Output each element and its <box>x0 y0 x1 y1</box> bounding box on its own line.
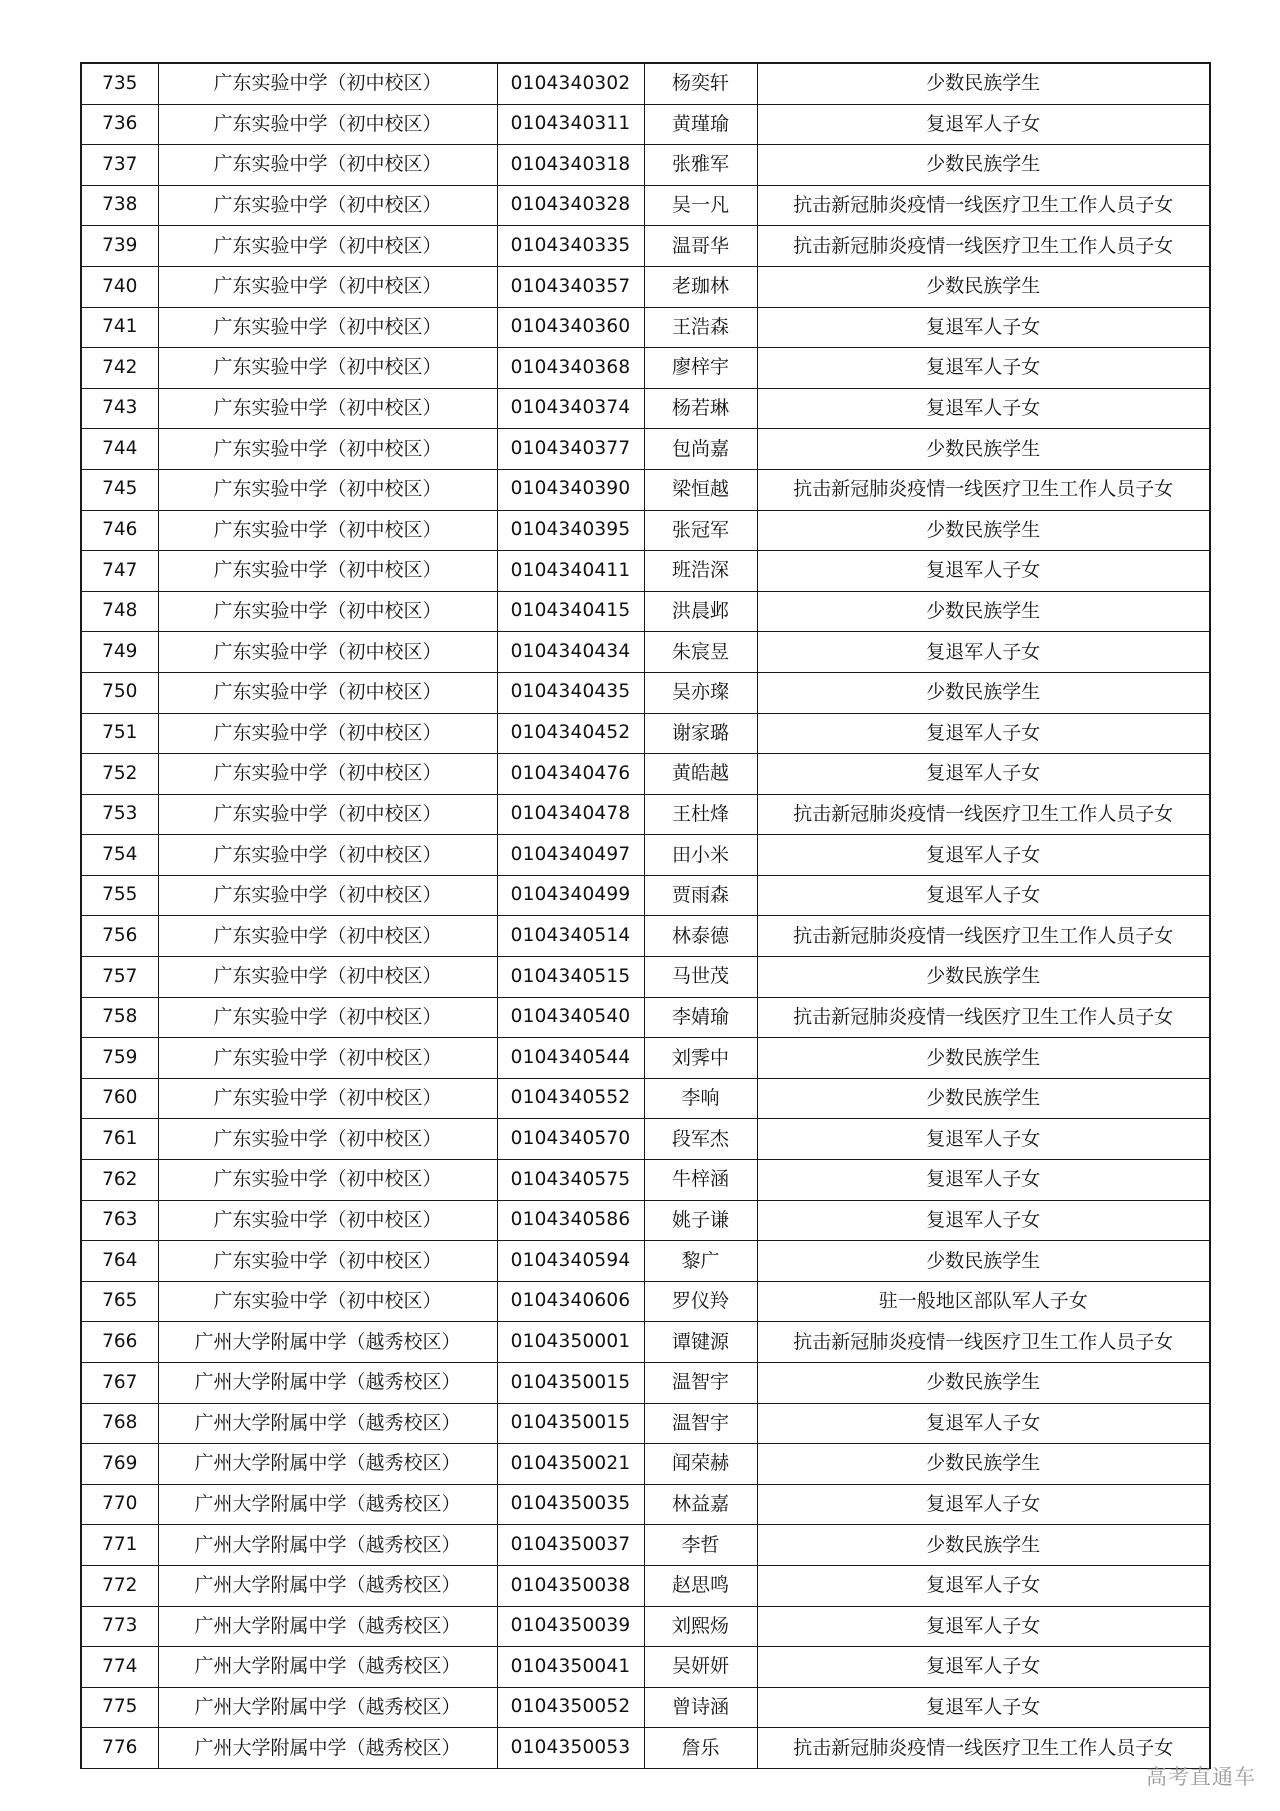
cell-category: 少数民族学生 <box>757 591 1210 632</box>
cell-student-name: 林益嘉 <box>644 1484 757 1525</box>
table-row <box>81 1078 1210 1119</box>
cell-student-name: 赵思鸣 <box>644 1565 757 1606</box>
cell-seq: 746 <box>81 510 158 551</box>
table-row <box>81 1484 1210 1525</box>
cell-school: 广东实验中学（初中校区） <box>158 388 497 429</box>
cell-school: 广东实验中学（初中校区） <box>158 916 497 957</box>
cell-student-name: 马世茂 <box>644 957 757 998</box>
cell-seq: 750 <box>81 672 158 713</box>
cell-school: 广州大学附属中学（越秀校区） <box>158 1728 497 1769</box>
cell-student-name: 吴一凡 <box>644 185 757 226</box>
table-row <box>81 185 1210 226</box>
cell-category: 复退军人子女 <box>757 307 1210 348</box>
cell-seq: 772 <box>81 1565 158 1606</box>
cell-category: 复退军人子女 <box>757 104 1210 145</box>
table-row <box>81 307 1210 348</box>
cell-category: 少数民族学生 <box>757 1241 1210 1282</box>
cell-school: 广东实验中学（初中校区） <box>158 1160 497 1201</box>
cell-seq: 776 <box>81 1728 158 1769</box>
cell-category: 复退军人子女 <box>757 1484 1210 1525</box>
cell-student-name: 杨若琳 <box>644 388 757 429</box>
table-row <box>81 591 1210 632</box>
cell-seq: 759 <box>81 1038 158 1079</box>
cell-student-name: 李哲 <box>644 1525 757 1566</box>
cell-exam-id: 0104340302 <box>497 63 644 104</box>
cell-exam-id: 0104340540 <box>497 997 644 1038</box>
cell-category: 复退军人子女 <box>757 1160 1210 1201</box>
cell-student-name: 吴亦璨 <box>644 672 757 713</box>
table-row <box>81 1403 1210 1444</box>
cell-exam-id: 0104340515 <box>497 957 644 998</box>
cell-exam-id: 0104340594 <box>497 1241 644 1282</box>
cell-exam-id: 0104340374 <box>497 388 644 429</box>
cell-seq: 739 <box>81 226 158 267</box>
cell-student-name: 刘熙炀 <box>644 1606 757 1647</box>
cell-seq: 765 <box>81 1281 158 1322</box>
cell-category: 少数民族学生 <box>757 1078 1210 1119</box>
cell-category: 复退军人子女 <box>757 713 1210 754</box>
cell-student-name: 贾雨森 <box>644 875 757 916</box>
cell-category: 少数民族学生 <box>757 429 1210 470</box>
cell-student-name: 梁恒越 <box>644 469 757 510</box>
cell-category: 复退军人子女 <box>757 1565 1210 1606</box>
table-row <box>81 510 1210 551</box>
cell-school: 广东实验中学（初中校区） <box>158 997 497 1038</box>
cell-category: 复退军人子女 <box>757 875 1210 916</box>
cell-seq: 756 <box>81 916 158 957</box>
table-row <box>81 1241 1210 1282</box>
cell-student-name: 罗仪羚 <box>644 1281 757 1322</box>
cell-category: 复退军人子女 <box>757 1647 1210 1688</box>
cell-exam-id: 0104340360 <box>497 307 644 348</box>
cell-seq: 758 <box>81 997 158 1038</box>
cell-school: 广州大学附属中学（越秀校区） <box>158 1484 497 1525</box>
table-row <box>81 1444 1210 1485</box>
cell-exam-id: 0104340514 <box>497 916 644 957</box>
cell-seq: 751 <box>81 713 158 754</box>
cell-category: 抗击新冠肺炎疫情一线医疗卫生工作人员子女 <box>757 1322 1210 1363</box>
cell-exam-id: 0104340377 <box>497 429 644 470</box>
cell-category: 少数民族学生 <box>757 266 1210 307</box>
cell-category: 少数民族学生 <box>757 145 1210 186</box>
cell-category: 抗击新冠肺炎疫情一线医疗卫生工作人员子女 <box>757 1728 1210 1769</box>
cell-school: 广州大学附属中学（越秀校区） <box>158 1647 497 1688</box>
cell-student-name: 黄瑾瑜 <box>644 104 757 145</box>
table-row <box>81 1363 1210 1404</box>
table-row <box>81 794 1210 835</box>
cell-exam-id: 0104340435 <box>497 672 644 713</box>
cell-category: 抗击新冠肺炎疫情一线医疗卫生工作人员子女 <box>757 916 1210 957</box>
cell-student-name: 包尚嘉 <box>644 429 757 470</box>
cell-school: 广东实验中学（初中校区） <box>158 1119 497 1160</box>
table-row <box>81 388 1210 429</box>
cell-exam-id: 0104340411 <box>497 551 644 592</box>
cell-exam-id: 0104340318 <box>497 145 644 186</box>
cell-seq: 736 <box>81 104 158 145</box>
cell-seq: 737 <box>81 145 158 186</box>
cell-category: 复退军人子女 <box>757 1403 1210 1444</box>
table-row <box>81 1687 1210 1728</box>
cell-school: 广州大学附属中学（越秀校区） <box>158 1565 497 1606</box>
cell-school: 广东实验中学（初中校区） <box>158 713 497 754</box>
cell-category: 抗击新冠肺炎疫情一线医疗卫生工作人员子女 <box>757 469 1210 510</box>
cell-student-name: 詹乐 <box>644 1728 757 1769</box>
cell-seq: 769 <box>81 1444 158 1485</box>
cell-seq: 740 <box>81 266 158 307</box>
cell-category: 少数民族学生 <box>757 957 1210 998</box>
cell-student-name: 黄皓越 <box>644 754 757 795</box>
cell-student-name: 张冠军 <box>644 510 757 551</box>
cell-school: 广东实验中学（初中校区） <box>158 266 497 307</box>
cell-exam-id: 0104340328 <box>497 185 644 226</box>
table-row <box>81 145 1210 186</box>
cell-school: 广东实验中学（初中校区） <box>158 348 497 389</box>
cell-student-name: 吴妍妍 <box>644 1647 757 1688</box>
cell-school: 广东实验中学（初中校区） <box>158 510 497 551</box>
cell-school: 广东实验中学（初中校区） <box>158 429 497 470</box>
table-row <box>81 1160 1210 1201</box>
cell-student-name: 牛梓涵 <box>644 1160 757 1201</box>
cell-school: 广州大学附属中学（越秀校区） <box>158 1363 497 1404</box>
table-row <box>81 63 1210 104</box>
table-row <box>81 672 1210 713</box>
cell-exam-id: 0104350053 <box>497 1728 644 1769</box>
table-row <box>81 1606 1210 1647</box>
cell-exam-id: 0104340499 <box>497 875 644 916</box>
cell-school: 广东实验中学（初中校区） <box>158 957 497 998</box>
cell-category: 复退军人子女 <box>757 632 1210 673</box>
cell-seq: 766 <box>81 1322 158 1363</box>
cell-exam-id: 0104350039 <box>497 1606 644 1647</box>
cell-school: 广东实验中学（初中校区） <box>158 754 497 795</box>
cell-category: 复退军人子女 <box>757 835 1210 876</box>
table-body <box>81 63 1210 1768</box>
cell-category: 抗击新冠肺炎疫情一线医疗卫生工作人员子女 <box>757 226 1210 267</box>
cell-category: 少数民族学生 <box>757 1038 1210 1079</box>
cell-seq: 771 <box>81 1525 158 1566</box>
cell-exam-id: 0104340606 <box>497 1281 644 1322</box>
cell-category: 复退军人子女 <box>757 551 1210 592</box>
cell-category: 复退军人子女 <box>757 388 1210 429</box>
cell-seq: 763 <box>81 1200 158 1241</box>
cell-school: 广东实验中学（初中校区） <box>158 551 497 592</box>
table-row <box>81 997 1210 1038</box>
cell-seq: 745 <box>81 469 158 510</box>
table-row <box>81 835 1210 876</box>
cell-seq: 775 <box>81 1687 158 1728</box>
cell-student-name: 闻荣赫 <box>644 1444 757 1485</box>
cell-school: 广东实验中学（初中校区） <box>158 226 497 267</box>
table-row <box>81 104 1210 145</box>
cell-seq: 752 <box>81 754 158 795</box>
cell-student-name: 黎广 <box>644 1241 757 1282</box>
cell-school: 广东实验中学（初中校区） <box>158 1038 497 1079</box>
cell-seq: 774 <box>81 1647 158 1688</box>
cell-exam-id: 0104340357 <box>497 266 644 307</box>
cell-exam-id: 0104350041 <box>497 1647 644 1688</box>
table-row <box>81 632 1210 673</box>
cell-student-name: 田小米 <box>644 835 757 876</box>
cell-seq: 747 <box>81 551 158 592</box>
cell-student-name: 杨奕轩 <box>644 63 757 104</box>
cell-school: 广东实验中学（初中校区） <box>158 1241 497 1282</box>
cell-exam-id: 0104350015 <box>497 1363 644 1404</box>
cell-student-name: 李婧瑜 <box>644 997 757 1038</box>
cell-school: 广东实验中学（初中校区） <box>158 632 497 673</box>
cell-school: 广东实验中学（初中校区） <box>158 875 497 916</box>
cell-category: 复退军人子女 <box>757 348 1210 389</box>
table-row <box>81 1728 1210 1769</box>
table-row <box>81 1322 1210 1363</box>
cell-exam-id: 0104340452 <box>497 713 644 754</box>
cell-exam-id: 0104350052 <box>497 1687 644 1728</box>
table-row <box>81 1038 1210 1079</box>
cell-seq: 757 <box>81 957 158 998</box>
cell-school: 广东实验中学（初中校区） <box>158 104 497 145</box>
cell-exam-id: 0104340390 <box>497 469 644 510</box>
cell-category: 复退军人子女 <box>757 1200 1210 1241</box>
cell-exam-id: 0104350001 <box>497 1322 644 1363</box>
table-row <box>81 469 1210 510</box>
cell-exam-id: 0104350038 <box>497 1565 644 1606</box>
cell-student-name: 刘霁中 <box>644 1038 757 1079</box>
cell-seq: 744 <box>81 429 158 470</box>
cell-student-name: 谢家璐 <box>644 713 757 754</box>
cell-exam-id: 0104340335 <box>497 226 644 267</box>
cell-seq: 743 <box>81 388 158 429</box>
table-row <box>81 713 1210 754</box>
watermark: 高考直通车 <box>1146 1765 1256 1789</box>
cell-seq: 738 <box>81 185 158 226</box>
table-row <box>81 348 1210 389</box>
cell-student-name: 谭键源 <box>644 1322 757 1363</box>
cell-student-name: 洪晨邺 <box>644 591 757 632</box>
cell-school: 广东实验中学（初中校区） <box>158 1078 497 1119</box>
table-row <box>81 875 1210 916</box>
cell-seq: 767 <box>81 1363 158 1404</box>
cell-exam-id: 0104340544 <box>497 1038 644 1079</box>
cell-student-name: 段军杰 <box>644 1119 757 1160</box>
cell-seq: 748 <box>81 591 158 632</box>
table-row <box>81 1281 1210 1322</box>
cell-student-name: 王杜烽 <box>644 794 757 835</box>
cell-category: 少数民族学生 <box>757 63 1210 104</box>
cell-exam-id: 0104340570 <box>497 1119 644 1160</box>
cell-category: 少数民族学生 <box>757 672 1210 713</box>
cell-category: 驻一般地区部队军人子女 <box>757 1281 1210 1322</box>
cell-exam-id: 0104340395 <box>497 510 644 551</box>
cell-exam-id: 0104340311 <box>497 104 644 145</box>
cell-school: 广东实验中学（初中校区） <box>158 469 497 510</box>
cell-category: 抗击新冠肺炎疫情一线医疗卫生工作人员子女 <box>757 997 1210 1038</box>
cell-school: 广东实验中学（初中校区） <box>158 1281 497 1322</box>
cell-category: 少数民族学生 <box>757 510 1210 551</box>
cell-exam-id: 0104340586 <box>497 1200 644 1241</box>
cell-exam-id: 0104350035 <box>497 1484 644 1525</box>
table-row <box>81 266 1210 307</box>
table-row <box>81 551 1210 592</box>
cell-seq: 741 <box>81 307 158 348</box>
cell-seq: 770 <box>81 1484 158 1525</box>
table-row <box>81 1525 1210 1566</box>
table-row <box>81 1119 1210 1160</box>
cell-school: 广东实验中学（初中校区） <box>158 835 497 876</box>
cell-school: 广州大学附属中学（越秀校区） <box>158 1606 497 1647</box>
cell-category: 复退军人子女 <box>757 1606 1210 1647</box>
cell-exam-id: 0104350021 <box>497 1444 644 1485</box>
cell-seq: 761 <box>81 1119 158 1160</box>
cell-school: 广东实验中学（初中校区） <box>158 145 497 186</box>
cell-exam-id: 0104340434 <box>497 632 644 673</box>
cell-seq: 768 <box>81 1403 158 1444</box>
cell-category: 复退军人子女 <box>757 1687 1210 1728</box>
cell-category: 抗击新冠肺炎疫情一线医疗卫生工作人员子女 <box>757 185 1210 226</box>
cell-student-name: 温智宇 <box>644 1403 757 1444</box>
cell-category: 少数民族学生 <box>757 1363 1210 1404</box>
cell-exam-id: 0104340368 <box>497 348 644 389</box>
cell-student-name: 班浩深 <box>644 551 757 592</box>
cell-student-name: 李响 <box>644 1078 757 1119</box>
cell-student-name: 姚子谦 <box>644 1200 757 1241</box>
cell-category: 抗击新冠肺炎疫情一线医疗卫生工作人员子女 <box>757 794 1210 835</box>
cell-school: 广东实验中学（初中校区） <box>158 63 497 104</box>
cell-student-name: 温智宇 <box>644 1363 757 1404</box>
cell-student-name: 王浩森 <box>644 307 757 348</box>
cell-student-name: 林泰德 <box>644 916 757 957</box>
cell-school: 广东实验中学（初中校区） <box>158 794 497 835</box>
cell-seq: 735 <box>81 63 158 104</box>
cell-school: 广东实验中学（初中校区） <box>158 185 497 226</box>
cell-school: 广东实验中学（初中校区） <box>158 1200 497 1241</box>
cell-seq: 742 <box>81 348 158 389</box>
cell-school: 广州大学附属中学（越秀校区） <box>158 1322 497 1363</box>
table-row <box>81 957 1210 998</box>
cell-exam-id: 0104340478 <box>497 794 644 835</box>
table-row <box>81 429 1210 470</box>
cell-school: 广州大学附属中学（越秀校区） <box>158 1403 497 1444</box>
cell-school: 广东实验中学（初中校区） <box>158 307 497 348</box>
admission-list-table <box>80 62 1211 1769</box>
cell-category: 复退军人子女 <box>757 754 1210 795</box>
table-row <box>81 916 1210 957</box>
cell-seq: 754 <box>81 835 158 876</box>
cell-student-name: 廖梓宇 <box>644 348 757 389</box>
cell-exam-id: 0104340575 <box>497 1160 644 1201</box>
cell-exam-id: 0104350015 <box>497 1403 644 1444</box>
cell-seq: 753 <box>81 794 158 835</box>
cell-seq: 749 <box>81 632 158 673</box>
table-row <box>81 754 1210 795</box>
cell-seq: 755 <box>81 875 158 916</box>
cell-student-name: 温哥华 <box>644 226 757 267</box>
cell-exam-id: 0104350037 <box>497 1525 644 1566</box>
cell-student-name: 曾诗涵 <box>644 1687 757 1728</box>
cell-student-name: 朱宸昱 <box>644 632 757 673</box>
table-row <box>81 1200 1210 1241</box>
cell-exam-id: 0104340497 <box>497 835 644 876</box>
cell-category: 少数民族学生 <box>757 1525 1210 1566</box>
cell-seq: 760 <box>81 1078 158 1119</box>
cell-student-name: 张雅军 <box>644 145 757 186</box>
cell-student-name: 老珈林 <box>644 266 757 307</box>
table-row <box>81 1647 1210 1688</box>
cell-school: 广东实验中学（初中校区） <box>158 672 497 713</box>
cell-seq: 764 <box>81 1241 158 1282</box>
cell-category: 少数民族学生 <box>757 1444 1210 1485</box>
cell-school: 广东实验中学（初中校区） <box>158 591 497 632</box>
cell-exam-id: 0104340415 <box>497 591 644 632</box>
table-row <box>81 226 1210 267</box>
cell-seq: 773 <box>81 1606 158 1647</box>
cell-school: 广州大学附属中学（越秀校区） <box>158 1687 497 1728</box>
cell-seq: 762 <box>81 1160 158 1201</box>
cell-school: 广州大学附属中学（越秀校区） <box>158 1444 497 1485</box>
cell-school: 广州大学附属中学（越秀校区） <box>158 1525 497 1566</box>
cell-exam-id: 0104340476 <box>497 754 644 795</box>
cell-exam-id: 0104340552 <box>497 1078 644 1119</box>
cell-category: 复退军人子女 <box>757 1119 1210 1160</box>
table-row <box>81 1565 1210 1606</box>
